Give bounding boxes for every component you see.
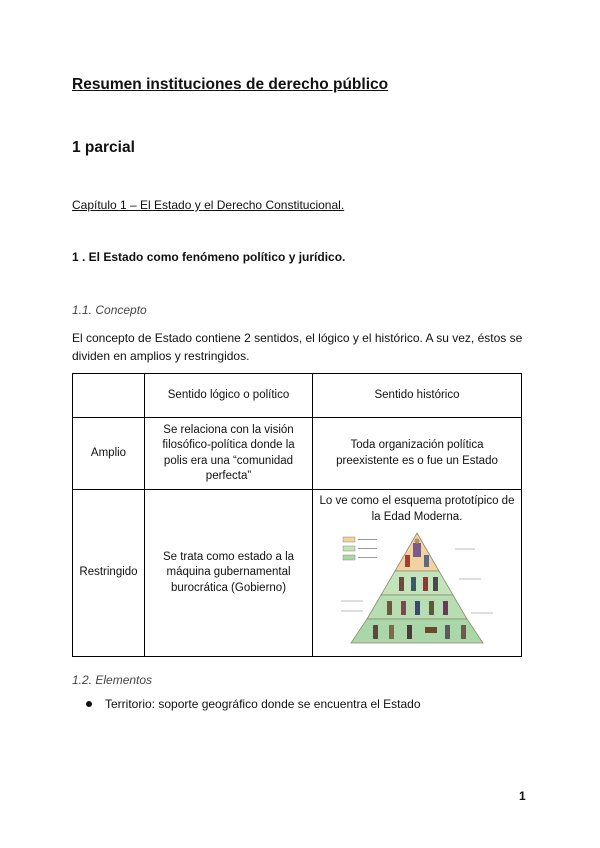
row-label-amplio: Amplio: [73, 418, 145, 490]
cell-amplio-historico: Toda organización política preexistente es o fue un Estado: [313, 418, 522, 490]
table-row-restringido: [73, 490, 522, 657]
table-header-row: [73, 374, 522, 418]
parcial-heading: 1 parcial: [72, 139, 135, 156]
list-item: [86, 697, 421, 711]
subsection-elementos: 1.2. Elementos: [72, 673, 153, 687]
table-header-empty: [73, 374, 145, 418]
document-title: Resumen instituciones de derecho público: [72, 76, 389, 93]
page-number: 1: [519, 789, 526, 803]
table-header-logico: Sentido lógico o político: [145, 374, 313, 418]
cell-restringido-logico: Se trata como estado a la máquina gubernamental burocrática (Gobierno): [145, 490, 313, 657]
social-pyramid-image: [337, 531, 497, 646]
cell-restringido-historico: [313, 490, 522, 657]
concept-paragraph: El concepto de Estado contiene 2 sentidos, el lógico y el histórico. A su vez, éstos se dividen en amplios y restringidos.: [72, 331, 523, 363]
bullet-icon: [86, 701, 92, 707]
section-heading: 1 . El Estado como fenómeno político y jurídico.: [72, 250, 346, 264]
list-item-text: Territorio: soporte geográfico donde se encuentra el Estado: [105, 697, 421, 711]
cell-amplio-logico: Se relaciona con la visión filosófico-política donde la polis era una “comunidad perfecta”: [145, 418, 313, 490]
row-label-restringido: Restringido: [73, 490, 145, 657]
chapter-heading: Capítulo 1 – El Estado y el Derecho Constitucional.: [72, 198, 345, 212]
table-header-historico: Sentido histórico: [313, 374, 522, 418]
cell-restringido-historico-text: Lo ve como el esquema prototípico de la Edad Moderna.: [319, 495, 515, 523]
concept-table: [72, 373, 522, 657]
table-row-amplio: [73, 418, 522, 490]
subsection-concepto: 1.1. Concepto: [72, 303, 147, 317]
